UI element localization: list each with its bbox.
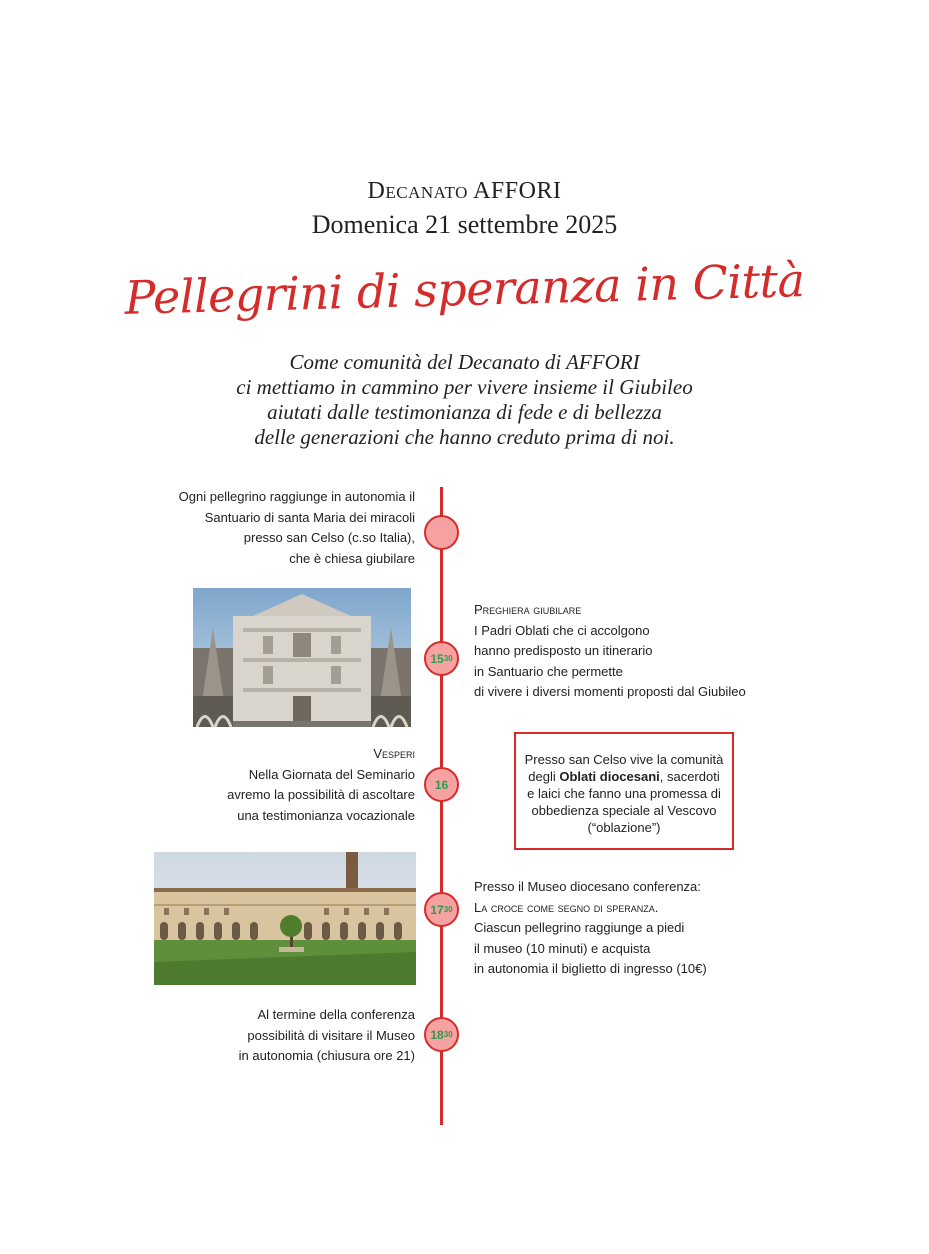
box-line bbox=[516, 768, 732, 785]
intro-line: Come comunità del Decanato di AFFORI bbox=[289, 350, 640, 374]
step2-time-min: 30 bbox=[443, 654, 453, 663]
intro-line: delle generazioni che hanno creduto prima di noi. bbox=[254, 425, 675, 449]
step3-heading: Vesperi bbox=[373, 746, 415, 761]
step5-text bbox=[150, 1005, 415, 1067]
intro-line: aiutati dalle testimonianza di fede e di bellezza bbox=[267, 400, 662, 424]
step2-time-node bbox=[424, 641, 459, 676]
step4-heading: La croce come segno di speranza. bbox=[474, 899, 659, 915]
step2-line: I Padri Oblati che ci accolgono bbox=[474, 622, 650, 638]
step4-line: Presso il Museo diocesano conferenza: bbox=[474, 879, 701, 894]
step2-line: in Santuario che permette bbox=[474, 663, 623, 679]
step5-time-node bbox=[424, 1017, 459, 1052]
step5-line: in autonomia (chiusura ore 21) bbox=[238, 1048, 415, 1063]
step3-line: Nella Giornata del Seminario bbox=[248, 766, 415, 782]
box-line: e laici che fanno una promessa di bbox=[527, 786, 721, 801]
step3-time-hour: 16 bbox=[434, 777, 449, 792]
step3-line: avremo la possibilità di ascoltare bbox=[227, 787, 415, 802]
church-facade-photo bbox=[193, 588, 411, 727]
box-line2-post: , sacerdoti bbox=[659, 769, 720, 784]
page-title: Pellegrini di speranza in Città bbox=[123, 253, 806, 325]
step3-line: una testimonianza vocazionale bbox=[237, 807, 415, 823]
step2-line: hanno predisposto un itinerario bbox=[474, 643, 653, 658]
step2-text bbox=[474, 600, 746, 703]
step1-line: Santuario di santa Maria dei miracoli bbox=[204, 509, 415, 525]
step4-time-hour: 17 bbox=[430, 902, 444, 917]
step1-line: presso san Celso (c.so Italia), bbox=[243, 530, 415, 545]
intro-line: ci mettiamo in cammino per vivere insieme il Giubileo bbox=[236, 375, 693, 399]
step1-line: Ogni pellegrino raggiunge in autonomia il bbox=[178, 489, 415, 504]
step3-text bbox=[150, 744, 415, 826]
cloister-photo bbox=[154, 852, 416, 985]
decanato-heading bbox=[0, 178, 929, 205]
decanato-name: AFFORI bbox=[473, 178, 562, 204]
oblati-info-box bbox=[514, 732, 734, 850]
step1-node bbox=[424, 515, 459, 550]
step1-line: che è chiesa giubilare bbox=[289, 550, 415, 566]
box-line: Presso san Celso vive la comunità bbox=[524, 752, 724, 767]
step3-time-node bbox=[424, 767, 459, 802]
step4-time-min: 30 bbox=[443, 905, 453, 914]
box-line2-pre: degli bbox=[528, 769, 560, 784]
step2-heading: Preghiera giubilare bbox=[474, 602, 582, 617]
step1-text bbox=[130, 487, 415, 569]
box-line: obbedienza speciale al Vescovo bbox=[531, 803, 717, 818]
step5-line: possibilità di visitare il Museo bbox=[247, 1027, 415, 1043]
step4-line: in autonomia il biglietto di ingresso (10€) bbox=[474, 961, 707, 976]
box-line: (“oblazione”) bbox=[587, 820, 661, 835]
decanato-prefix: Decanato bbox=[367, 178, 468, 204]
intro-text bbox=[0, 350, 929, 450]
step4-text bbox=[474, 877, 707, 980]
box-line2-bold: Oblati diocesani bbox=[559, 769, 660, 784]
event-date: Domenica 21 settembre 2025 bbox=[311, 210, 618, 239]
step5-line: Al termine della conferenza bbox=[257, 1007, 415, 1022]
step5-time-hour: 18 bbox=[430, 1027, 444, 1042]
step5-time-min: 30 bbox=[443, 1030, 453, 1039]
step4-time-node bbox=[424, 892, 459, 927]
step4-line: Ciascun pellegrino raggiunge a piedi bbox=[474, 920, 685, 935]
step2-line: di vivere i diversi momenti proposti dal Giubileo bbox=[474, 684, 746, 699]
step4-line: il museo (10 minuti) e acquista bbox=[474, 940, 651, 956]
step2-time-hour: 15 bbox=[430, 651, 444, 666]
